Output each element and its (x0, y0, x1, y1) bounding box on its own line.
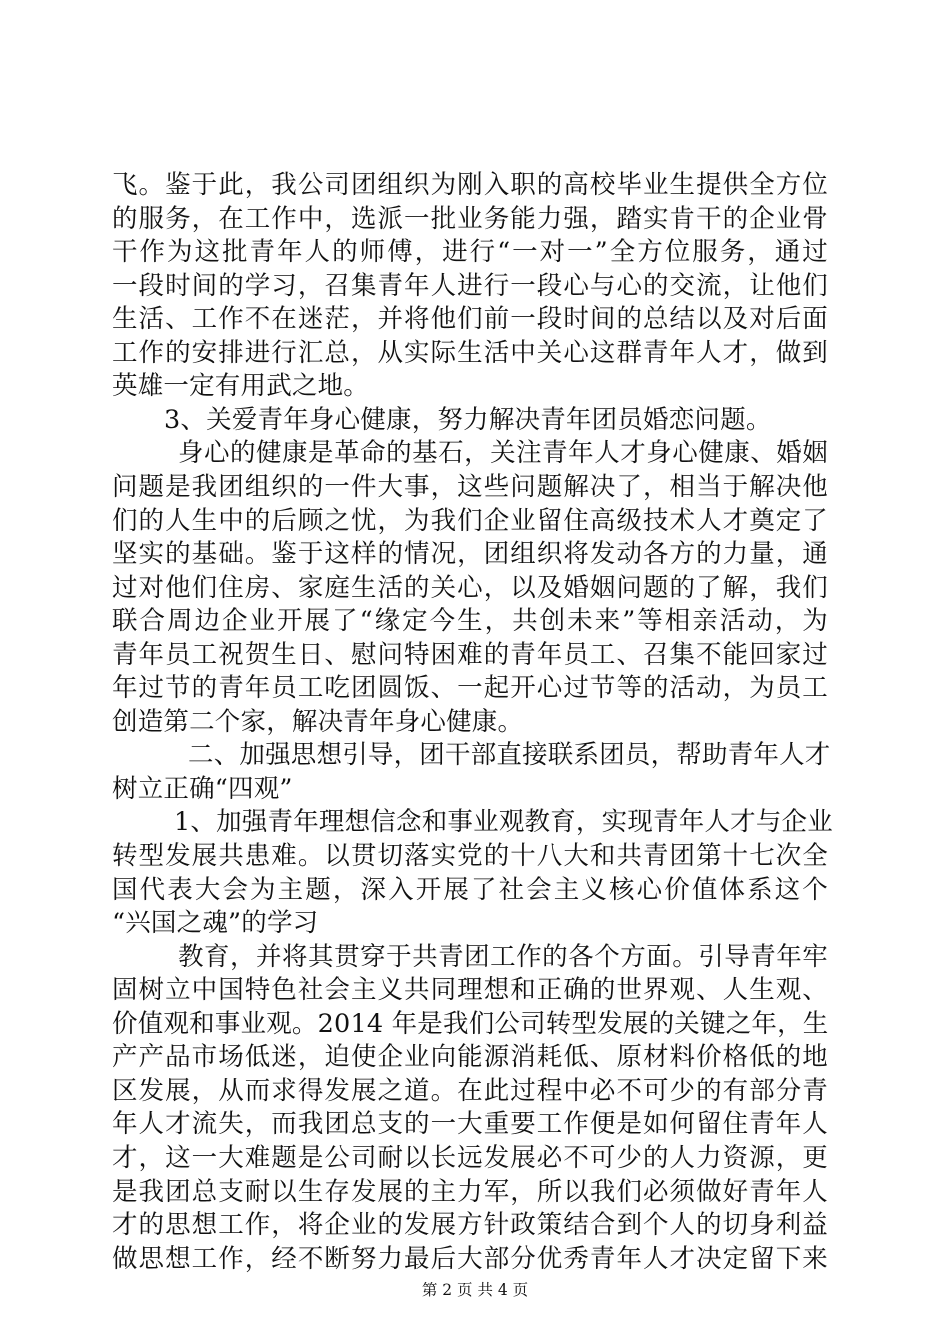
page-footer: 第 2 页 共 4 页 (421, 1281, 529, 1299)
text-line: 区发展，从而求得发展之道。在此过程中必不可少的有部分青 (112, 1075, 828, 1106)
text-line: 价值观和事业观。2014 年是我们公司转型发展的关键之年，生 (112, 1008, 829, 1039)
text-line: 转型发展共患难。以贯切落实党的十八大和共青团第十七次全 (112, 841, 828, 871)
text-line: 才的思想工作，将企业的发展方针政策结合到个人的切身利益 (112, 1210, 828, 1241)
text-line: 才，这一大难题是公司耐以长远发展必不可少的人力资源，更 (112, 1142, 828, 1173)
text-line: 工作的安排进行汇总，从实际生活中关心这群青年人才，做到 (112, 337, 828, 368)
text-line: 的服务，在工作中，选派一批业务能力强，踏实肯干的企业骨 (112, 203, 828, 234)
text-line: 问题是我团组织的一件大事，这些问题解决了，相当于解决他 (112, 471, 828, 502)
text-line: 年过节的青年员工吃团圆饭、一起开心过节等的活动，为员工 (112, 673, 828, 704)
text-line: 创造第二个家，解决青年身心健康。 (112, 706, 524, 737)
text-line: 飞。鉴于此，我公司团组织为刚入职的高校毕业生提供全方位 (112, 170, 828, 200)
text-line: 干作为这批青年人的师傅，进行“一对一”全方位服务，通过 (112, 237, 828, 268)
text-line: 身心的健康是革命的基石，关注青年人才身心健康、婚姻 (178, 438, 828, 469)
text-line: 国代表大会为主题，深入开展了社会主义核心价值体系这个 (112, 874, 828, 905)
text-line: 联合周边企业开展了“缘定今生，共创未来”等相亲活动，为 (112, 606, 828, 637)
text-line: 一段时间的学习，召集青年人进行一段心与心的交流，让他们 (112, 270, 828, 301)
text-line: 1、加强青年理想信念和事业观教育，实现青年人才与企业 (174, 807, 833, 838)
text-line: 做思想工作，经不断努力最后大部分优秀青年人才决定留下来 (112, 1243, 828, 1274)
text-line: 过对他们住房、家庭生活的关心，以及婚姻问题的了解，我们 (112, 572, 828, 603)
text-line: 树立正确“四观” (112, 773, 293, 804)
text-line: 英雄一定有用武之地。 (112, 371, 370, 402)
text-line: 是我团总支耐以生存发展的主力军，所以我们必须做好青年人 (112, 1176, 828, 1207)
text-line: 3、关爱青年身心健康，努力解决青年团员婚恋问题。 (164, 404, 772, 435)
text-line: 二、加强思想引导，团干部直接联系团员，帮助青年人才 (188, 740, 831, 771)
text-line: 产产品市场低迷，迫使企业向能源消耗低、原材料价格低的地 (112, 1042, 828, 1073)
text-line: 教育，并将其贯穿于共青团工作的各个方面。引导青年牢 (178, 941, 828, 972)
text-line: 们的人生中的后顾之忧，为我们企业留住高级技术人才奠定了 (112, 505, 828, 536)
text-line: “兴国之魂”的学习 (112, 908, 319, 939)
text-line: 青年员工祝贺生日、慰问特困难的青年员工、召集不能回家过 (112, 639, 828, 670)
text-line: 固树立中国特色社会主义共同理想和正确的世界观、人生观、 (112, 975, 828, 1006)
text-line: 年人才流失，而我团总支的一大重要工作便是如何留住青年人 (112, 1109, 828, 1140)
text-line: 坚实的基础。鉴于这样的情况，团组织将发动各方的力量，通 (112, 539, 828, 570)
text-line: 生活、工作不在迷茫，并将他们前一段时间的总结以及对后面 (112, 304, 828, 335)
